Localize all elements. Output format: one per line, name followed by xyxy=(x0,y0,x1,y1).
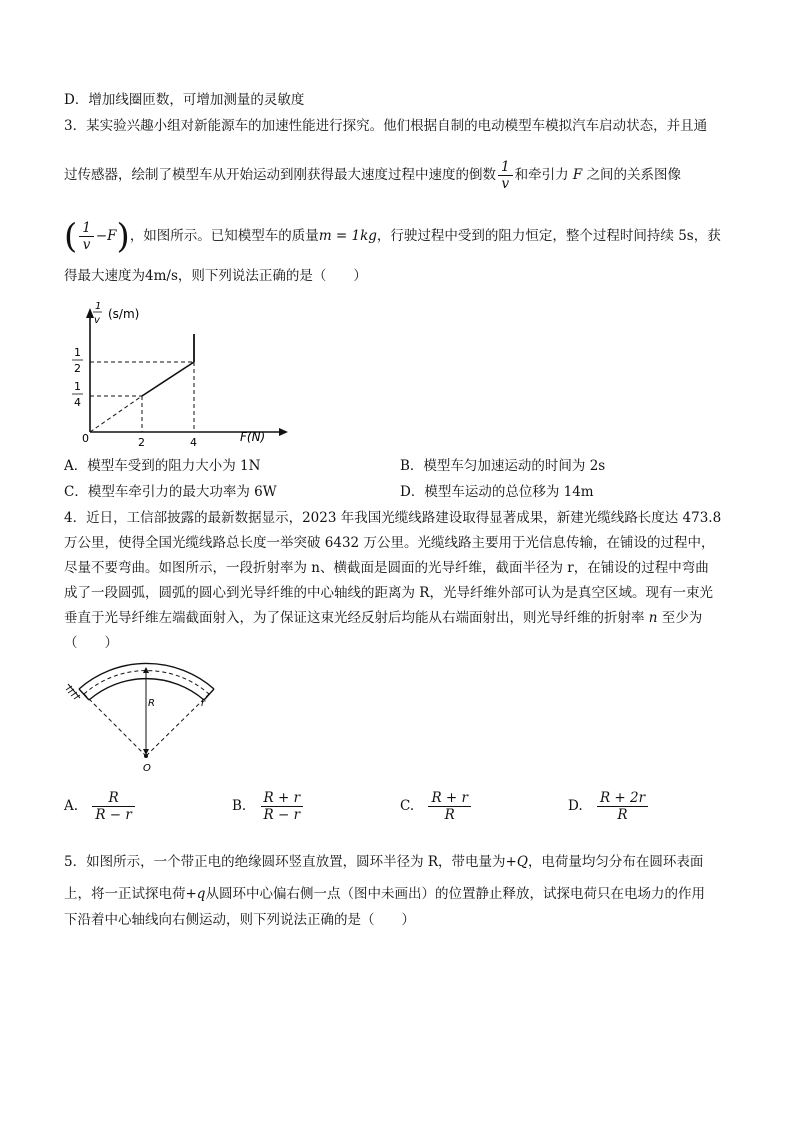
q3-line-2b: 和牵引力 xyxy=(514,167,569,183)
q5-line-1b: ，电荷量均匀分布在圆环表面 xyxy=(527,854,704,870)
q3-line-4: 得最大速度为4m/s，则下列说法正确的是（ ） xyxy=(64,268,367,284)
y-tick-quarter-den: 4 xyxy=(74,396,81,409)
q4-option-b-label: B. xyxy=(232,798,247,814)
guide-origin-line xyxy=(90,396,142,432)
x-axis-label: F(N) xyxy=(240,430,266,444)
q4-line-2: 万公里，使得全国光缆线路总长度一举突破 6432 万公里。光缆线路主要用于光信息传输，在铺设的过程中， xyxy=(64,535,715,551)
q3-expr-num: 1 xyxy=(79,220,94,237)
data-line-segment xyxy=(142,362,194,396)
q3-inverse-v-fraction xyxy=(498,159,513,192)
q3-line-3a: ，如图所示。已知模型车的质量 xyxy=(129,228,319,244)
q5-line-1a: 5．如图所示，一个带正电的绝缘圆环竖直放置，圆环半径为 R，带电量为 xyxy=(64,854,506,870)
q3-option-a: A．模型车受到的阻力大小为 1N xyxy=(64,458,261,474)
q5-charge: +Q xyxy=(505,854,528,870)
q4-option-a-num: R xyxy=(92,790,135,807)
y-label-den: v xyxy=(94,315,100,326)
q3-line-2a: 过传感器，绘制了模型车从开始运动到刚获得最大速度过程中速度的倒数 xyxy=(64,167,496,183)
origin-label: 0 xyxy=(82,432,89,445)
q5-line-2a: 上，将一正试探电荷 xyxy=(64,886,186,902)
q4-option-d-label: D. xyxy=(568,798,583,814)
q3-mass-expr: m = 1kg xyxy=(318,228,377,244)
q4-option-d-fraction xyxy=(597,790,648,823)
q4-option-a-den: R − r xyxy=(95,807,132,823)
y-axis-arrow xyxy=(86,308,94,318)
q4-option-d xyxy=(568,790,650,823)
q5-line-1 xyxy=(64,852,703,872)
q5-line-3: 下沿着中心轴线向右侧运动，则下列说法正确的是（ ） xyxy=(64,912,415,928)
q3-line-2 xyxy=(64,159,681,192)
q4-line-1: 4．近日，工信部披露的最新数据显示，2023 年我国光缆线路建设取得显著成果，新建光缆线路长度达 473.8 xyxy=(64,510,722,526)
q3-option-b: B．模型车匀加速运动的时间为 2s xyxy=(400,458,606,474)
label-small-r: r xyxy=(201,698,206,709)
q4-fiber-diagram xyxy=(64,656,234,776)
q4-option-b-den: R − r xyxy=(263,807,301,823)
q3-option-d: D．模型车运动的总位移为 14m xyxy=(400,484,594,500)
q3-fraction-den: v xyxy=(501,176,510,192)
q2-option-d: D．增加线圈匝数，可增加测量的灵敏度 xyxy=(64,92,305,108)
y-axis-unit: (s/m) xyxy=(108,307,140,321)
q4-line-5 xyxy=(64,608,702,628)
q4-option-c-den: R xyxy=(444,807,455,823)
q3-expr-minus: − xyxy=(95,228,108,244)
center-point xyxy=(144,754,148,758)
q4-option-a-label: A. xyxy=(64,798,79,814)
y-label-num: 1 xyxy=(95,301,102,312)
q4-option-c-num: R + r xyxy=(428,790,471,807)
radius-right xyxy=(146,694,209,756)
q4-line-3: 尽量不要弯曲。如图所示，一段折射率为 n、横截面是圆面的光导纤维，截面半径为 r，在铺设的过程中弯曲 xyxy=(64,560,709,576)
q3-line-3: ( $\frac{1}{v}$ −F)，如图所示。已知模型车的质量m = 1kg，行驶过程中受到的阻力恒定，整个过程时间持续 5s，获 xyxy=(64,216,721,257)
q4-option-a xyxy=(64,790,137,823)
q3-line-3b: ，行驶过程中受到的阻力恒定，整个过程时间持续 5s，获 xyxy=(376,228,721,244)
q5-line-2 xyxy=(64,884,705,904)
q4-line-4: 成了一段圆弧，圆弧的圆心到光导纤维的中心轴线的距离为 R，光导纤维外部可认为是真空区域。现有一束光 xyxy=(64,585,713,601)
q3-expr-fraction xyxy=(79,220,94,253)
q4-option-a-fraction xyxy=(92,790,135,823)
q3-var-f: F xyxy=(572,167,583,183)
q4-line-6: （ ） xyxy=(64,635,118,651)
q4-option-b xyxy=(232,790,305,823)
q3-expr-den: v xyxy=(82,237,91,253)
q4-var-n: n xyxy=(648,610,658,626)
q4-line-5a: 垂直于光导纤维左端截面射入，为了保证这束光经反射后均能从右端面射出，则光导纤维的折射率 xyxy=(64,610,645,626)
q4-option-c xyxy=(400,790,473,823)
q4-option-c-label: C. xyxy=(400,798,415,814)
y-tick-half-num: 1 xyxy=(74,346,81,359)
q4-line-5b: 至少为 xyxy=(661,610,703,626)
y-tick-half-den: 2 xyxy=(74,362,81,375)
q3-line-1: 3．某实验兴趣小组对新能源车的加速性能进行探究。他们根据自制的电动模型车模拟汽车启动状态，并且通 xyxy=(64,118,708,134)
x-tick-2: 2 xyxy=(138,436,145,449)
y-tick-quarter-num: 1 xyxy=(74,380,81,393)
q4-option-b-num: R + r xyxy=(261,790,304,807)
q3-fraction-num: 1 xyxy=(498,159,513,176)
q5-test-charge: +q xyxy=(185,886,206,902)
x-tick-4: 4 xyxy=(190,436,197,449)
q3-expr-f: F xyxy=(107,228,117,244)
radius-left xyxy=(84,694,146,756)
label-big-r: R xyxy=(148,698,155,709)
q4-option-c-fraction xyxy=(428,790,471,823)
q5-line-2b: 从圆环中心偏右侧一点（图中未画出）的位置静止释放，试探电荷只在电场力的作用 xyxy=(205,886,705,902)
q3-graph xyxy=(64,294,294,454)
q4-option-d-den: R xyxy=(617,807,628,823)
label-o: O xyxy=(143,763,151,774)
x-axis-arrow xyxy=(279,428,288,436)
q3-option-c: C．模型车牵引力的最大功率为 6W xyxy=(64,484,277,500)
q3-line-2c: 之间的关系图像 xyxy=(586,167,682,183)
q4-option-d-num: R + 2r xyxy=(597,790,648,807)
q4-option-b-fraction xyxy=(261,790,304,823)
